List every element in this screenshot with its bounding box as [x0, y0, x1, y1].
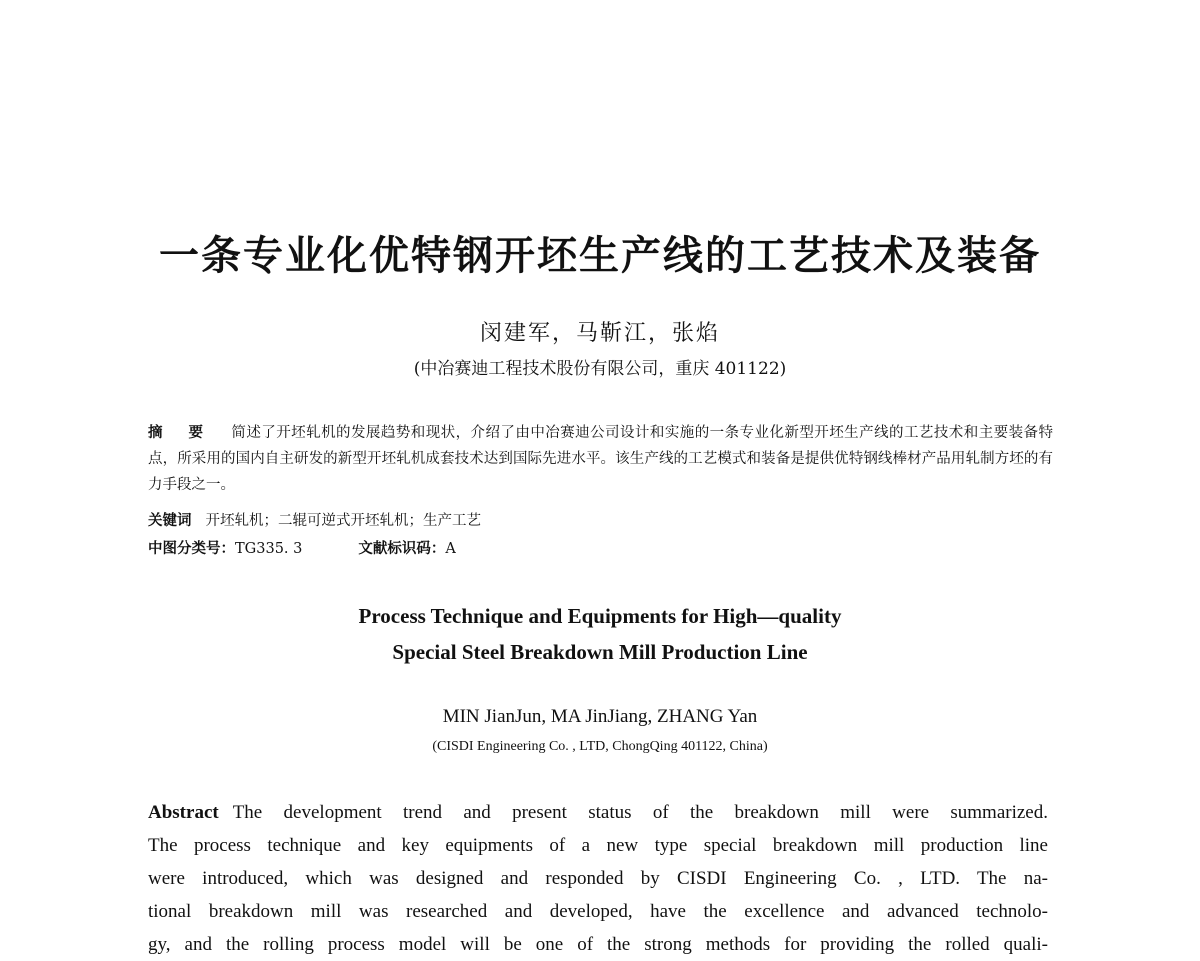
- document-code-label: 文献标识码：: [358, 540, 446, 557]
- clc-value: TG335. 3: [235, 541, 303, 557]
- abstract-english-line: tional breakdown mill was researched and developed, have the excellence and advanced technolo-: [148, 901, 1048, 922]
- document-code-value: A: [445, 541, 456, 557]
- abstract-chinese-text: 简述了开坯轧机的发展趋势和现状，介绍了由中冶赛迪公司设计和实施的一条专业化新型开坯生产线的工艺技术和主要装备特点，所采用的国内自主研发的新型开坯轧机成套技术达到国际先进水平。该生产线的工艺模式和装备是提供优特钢线棒材产品用轧制方坯的有力手段之一。: [148, 425, 1053, 493]
- clc-label: 中图分类号：: [148, 540, 235, 557]
- paper-title-english-line-2: Special Steel Breakdown Mill Production Line: [392, 640, 808, 664]
- keywords-chinese: [148, 508, 1053, 534]
- abstract-english-line: were introduced, which was designed and responded by CISDI Engineering Co. , LTD. The na-: [148, 868, 1048, 889]
- abstract-english-line: gy, and the rolling process model will be one of the strong methods for providing the rolled quali-: [148, 934, 1048, 955]
- authors-english: MIN JianJun, MA JinJiang, ZHANG Yan: [442, 706, 758, 727]
- paper-title-english-line-1: Process Technique and Equipments for High—quality: [358, 604, 842, 628]
- authors-chinese: 闵建军，马靳江，张焰: [479, 321, 720, 346]
- paper-title-english: [0, 598, 1200, 670]
- abstract-chinese: [148, 420, 1053, 498]
- paper-title-chinese: 一条专业化优特钢开坯生产线的工艺技术及装备: [159, 233, 1041, 279]
- keywords-chinese-label: 关键词: [148, 512, 192, 529]
- keywords-chinese-text: 开坯轧机；二辊可逆式开坯轧机；生产工艺: [205, 513, 481, 529]
- affiliation-english: (CISDI Engineering Co. , LTD, ChongQing 401122, China): [432, 739, 768, 754]
- abstract-english-line: The process technique and key equipments of a new type special breakdown mill production line: [148, 835, 1048, 856]
- abstract-chinese-label: 摘 要: [148, 424, 214, 441]
- abstract-english-line: Abstract The development trend and present status of the breakdown mill were summarized.: [148, 802, 1048, 823]
- abstract-english: [148, 796, 1048, 961]
- affiliation-chinese: (中冶赛迪工程技术股份有限公司，重庆 401122): [413, 359, 787, 379]
- abstract-english-label: Abstract: [148, 802, 219, 823]
- classification-chinese: [148, 536, 1053, 562]
